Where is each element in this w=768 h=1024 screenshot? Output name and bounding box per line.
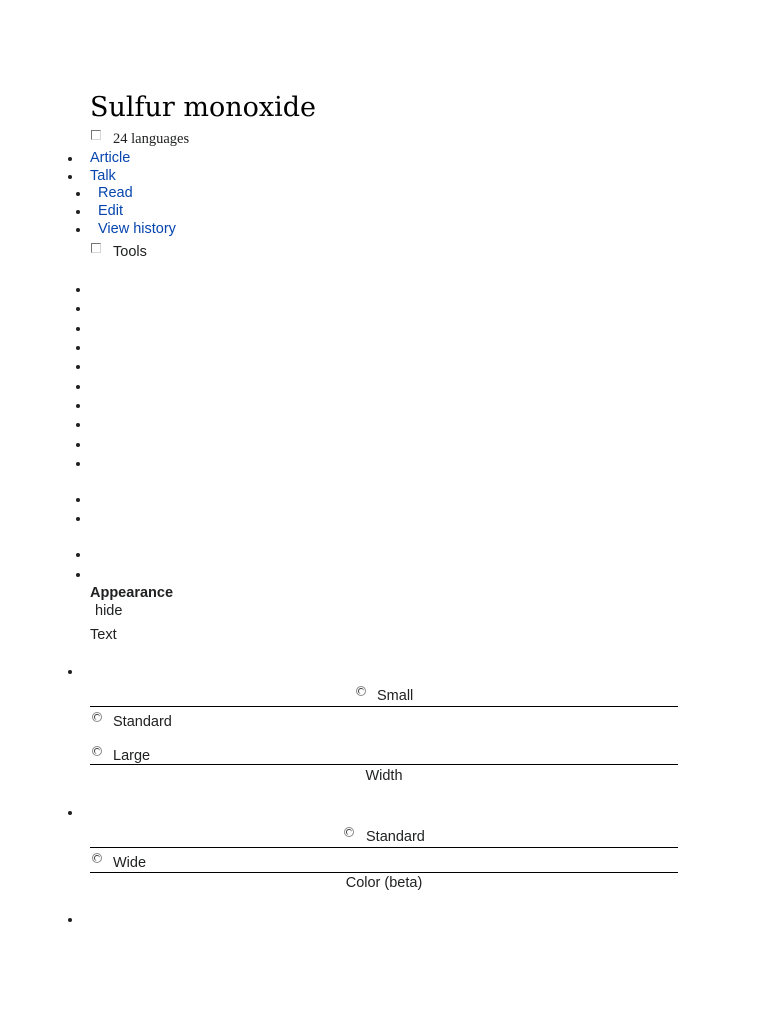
list-bullet	[76, 443, 80, 447]
width-standard-label[interactable]: Standard	[366, 829, 425, 845]
width-standard-radio[interactable]	[344, 827, 354, 837]
text-size-large-label[interactable]: Large	[113, 748, 151, 764]
tools-label[interactable]: Tools	[113, 244, 147, 260]
tab-edit[interactable]: Edit	[98, 203, 123, 219]
list-bullet	[76, 307, 80, 311]
languages-checkbox[interactable]	[91, 130, 101, 140]
tab-view-history[interactable]: View history	[98, 221, 176, 237]
list-bullet	[76, 346, 80, 350]
width-wide-label[interactable]: Wide	[113, 855, 147, 871]
list-bullet	[76, 385, 80, 389]
list-bullet	[68, 811, 72, 815]
tab-read[interactable]: Read	[98, 185, 133, 201]
tab-talk[interactable]: Talk	[90, 168, 116, 184]
divider	[90, 847, 678, 848]
text-size-small-radio[interactable]	[356, 686, 366, 696]
languages-label[interactable]: 24 languages	[113, 131, 190, 147]
list-bullet	[76, 517, 80, 521]
list-bullet	[76, 498, 80, 502]
text-size-large-radio[interactable]	[92, 746, 102, 756]
list-bullet	[76, 327, 80, 331]
text-size-small-label[interactable]: Small	[377, 688, 414, 704]
divider	[90, 872, 678, 873]
width-wide-radio[interactable]	[92, 853, 102, 863]
tools-checkbox[interactable]	[91, 243, 101, 253]
text-size-label: Text	[90, 627, 117, 643]
page-title: Sulfur monoxide	[90, 92, 317, 123]
list-bullet	[68, 175, 72, 179]
text-size-standard-label[interactable]: Standard	[113, 714, 172, 730]
list-bullet	[76, 210, 80, 214]
divider	[90, 706, 678, 707]
list-bullet	[76, 423, 80, 427]
width-label: Width	[365, 768, 403, 784]
list-bullet	[68, 670, 72, 674]
list-bullet	[68, 157, 72, 161]
text-size-standard-radio[interactable]	[92, 712, 102, 722]
color-label: Color (beta)	[345, 875, 423, 891]
appearance-heading: Appearance	[90, 585, 174, 601]
tab-article[interactable]: Article	[90, 150, 131, 166]
list-bullet	[68, 918, 72, 922]
list-bullet	[76, 192, 80, 196]
list-bullet	[76, 288, 80, 292]
appearance-hide-button[interactable]: hide	[95, 603, 123, 619]
list-bullet	[76, 553, 80, 557]
list-bullet	[76, 228, 80, 232]
list-bullet	[76, 404, 80, 408]
divider	[90, 764, 678, 765]
list-bullet	[76, 365, 80, 369]
list-bullet	[76, 462, 80, 466]
list-bullet	[76, 573, 80, 577]
